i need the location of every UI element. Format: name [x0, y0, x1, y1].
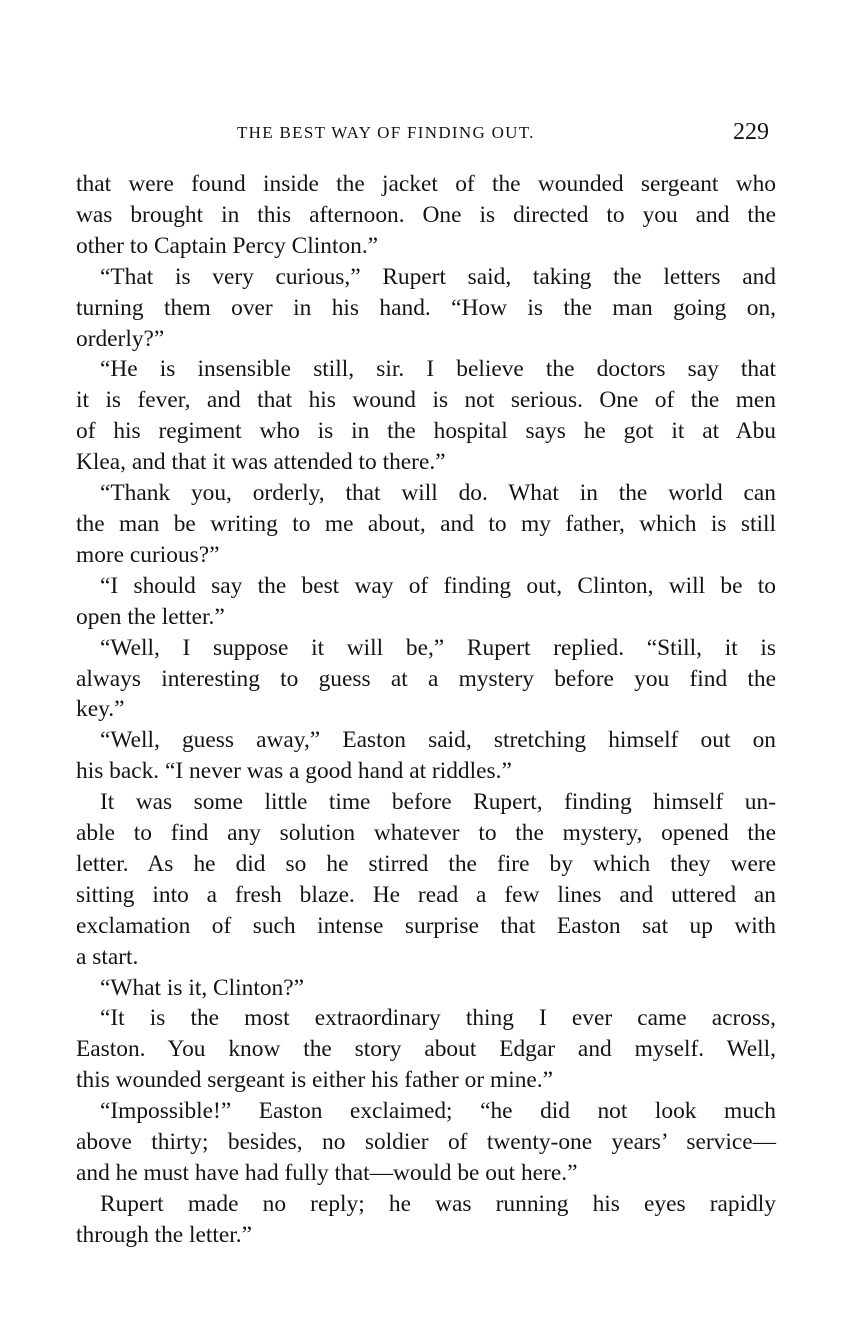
text-line: of his regiment who is in the hospital says he got it at Abu: [76, 418, 776, 445]
page-number: 229: [733, 119, 769, 145]
text-line: “It is the most extraordinary thing I ever came across,: [100, 1005, 776, 1032]
text-line: key.”: [76, 696, 125, 723]
text-line: the man be writing to me about, and to my father, which is still: [76, 510, 776, 537]
text-line: “He is insensible still, sir. I believe the doctors say that: [100, 356, 776, 383]
text-line: Klea, and that it was attended to there.”: [76, 449, 446, 476]
text-line: other to Captain Percy Clinton.”: [76, 232, 379, 259]
paragraph: [76, 1003, 776, 1096]
text-line: open the letter.”: [76, 603, 225, 630]
text-line: “Thank you, orderly, that will do. What in the world can: [100, 480, 776, 507]
text-line: sitting into a fresh blaze. He read a few lines and uttered an: [76, 881, 776, 908]
text-line: through the letter.”: [76, 1221, 253, 1248]
paragraph: [76, 973, 776, 1004]
text-line: his back. “I never was a good hand at riddles.”: [76, 758, 512, 785]
text-line: exclamation of such intense surprise that Easton sat up with: [76, 912, 776, 939]
text-line: turning them over in his hand. “How is the man going on,: [76, 294, 776, 321]
paragraph: [76, 169, 776, 262]
paragraph: [76, 633, 776, 726]
text-line: “What is it, Clinton?”: [100, 974, 304, 1001]
body-text: [76, 169, 776, 1251]
text-line: and he must have had fully that—would be out here.”: [76, 1160, 578, 1186]
text-line: was brought in this afternoon. One is directed to you and the: [76, 201, 776, 228]
text-line: always interesting to guess at a mystery before you find the: [76, 665, 776, 692]
paragraph: [76, 725, 776, 787]
text-line: It was some little time before Rupert, finding himself un-: [100, 789, 776, 816]
text-line: that were found inside the jacket of the wounded sergeant who: [76, 171, 776, 197]
text-line: above thirty; besides, no soldier of twenty-one years’ service—: [76, 1129, 776, 1156]
text-line: letter. As he did so he stirred the fire by which they were: [76, 850, 776, 877]
text-line: “I should say the best way of finding out, Clinton, will be to: [100, 572, 776, 599]
text-line: Easton. You know the story about Edgar and myself. Well,: [76, 1036, 776, 1063]
paragraph: [76, 787, 776, 972]
text-line: able to find any solution whatever to the mystery, opened the: [76, 820, 776, 847]
text-line: “Impossible!” Easton exclaimed; “he did not look much: [100, 1098, 776, 1125]
text-line: “Well, I suppose it will be,” Rupert replied. “Still, it is: [100, 634, 776, 661]
paragraph: [76, 478, 776, 571]
running-title: THE BEST WAY OF FINDING OUT.: [237, 123, 535, 142]
text-line: orderly?”: [76, 325, 165, 352]
text-line: this wounded sergeant is either his father or mine.”: [76, 1067, 553, 1094]
paragraph: [76, 1096, 776, 1189]
text-line: a start.: [76, 943, 139, 970]
text-line: Rupert made no reply; he was running his eyes rapidly: [100, 1190, 776, 1217]
text-line: “That is very curious,” Rupert said, taking the letters and: [100, 263, 776, 290]
paragraph: [76, 571, 776, 633]
paragraph: [76, 1189, 776, 1251]
text-line: it is fever, and that his wound is not serious. One of the men: [76, 387, 776, 414]
paragraph: [76, 262, 776, 355]
text-line: more curious?”: [76, 541, 220, 568]
paragraph: [76, 354, 776, 478]
text-line: “Well, guess away,” Easton said, stretching himself out on: [100, 727, 776, 754]
running-head: [0, 119, 845, 151]
